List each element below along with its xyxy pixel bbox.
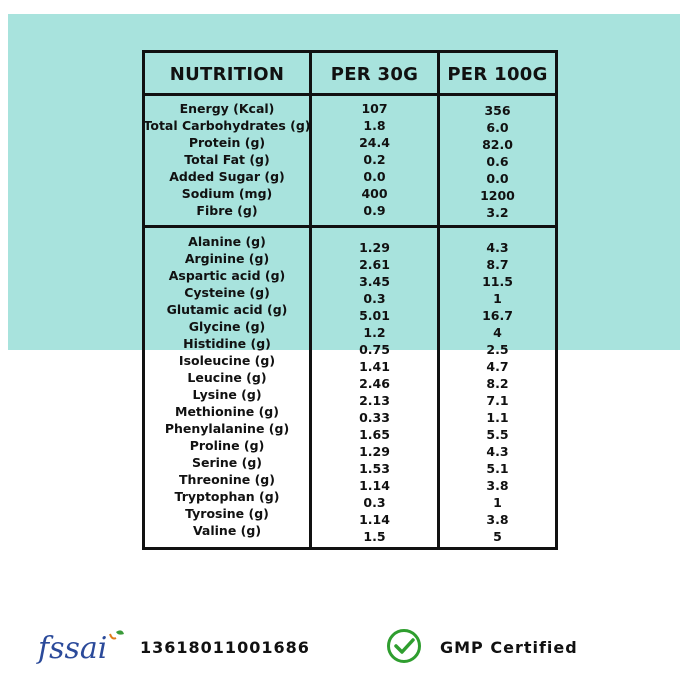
amino-acid-name: Lysine (g) [192, 387, 262, 402]
fssai-logo-icon [36, 626, 126, 668]
amino-acid-name: Proline (g) [189, 438, 265, 453]
per30-value: 1.65 [359, 427, 390, 442]
amino-acid-name: Glycine (g) [188, 319, 266, 334]
amino-acid-name: Glutamic acid (g) [166, 302, 288, 317]
per100-value: 1 [493, 495, 502, 510]
amino-acid-name: Tyrosine (g) [185, 506, 269, 521]
per100-value: 1 [493, 291, 502, 306]
per30-value: 400 [361, 186, 388, 201]
per30-value: 0.9 [363, 203, 386, 218]
per30-value: 107 [361, 101, 388, 116]
per30-value: 5.01 [359, 308, 390, 323]
per100-value: 0.6 [486, 154, 509, 169]
per30-value: 1.14 [359, 512, 390, 527]
nutrient-name: Total Fat (g) [184, 152, 270, 167]
per100-value: 6.0 [486, 120, 509, 135]
section1-nutrient-names [145, 100, 309, 219]
amino-acid-name: Histidine (g) [183, 336, 271, 351]
section1-per100-values [440, 102, 555, 221]
section2-amino-names [145, 233, 309, 539]
per100-value: 4.7 [486, 359, 509, 374]
amino-acid-name: Isoleucine (g) [178, 353, 276, 368]
amino-acid-name: Serine (g) [191, 455, 263, 470]
per100-value: 3.2 [486, 205, 509, 220]
per30-value: 1.29 [359, 240, 390, 255]
per30-value: 0.75 [359, 342, 390, 357]
section-divider [145, 225, 555, 228]
per100-value: 3.8 [486, 478, 509, 493]
check-circle-icon [386, 628, 422, 664]
per30-value: 1.53 [359, 461, 390, 476]
header-per-100g: PER 100G [447, 63, 548, 85]
per30-value: 2.13 [359, 393, 390, 408]
amino-acid-name: Cysteine (g) [184, 285, 270, 300]
per100-value: 1.1 [486, 410, 509, 425]
per30-value: 0.0 [363, 169, 386, 184]
fssai-license-number: 13618011001686 [140, 638, 310, 657]
per30-value: 1.2 [363, 325, 386, 340]
per100-value: 8.2 [486, 376, 509, 391]
per100-value: 5 [493, 529, 502, 544]
nutrient-name: Protein (g) [188, 135, 266, 150]
per30-value: 3.45 [359, 274, 390, 289]
svg-text:fssai: fssai [38, 631, 108, 666]
amino-acid-name: Methionine (g) [175, 404, 279, 419]
per30-value: 0.3 [363, 291, 386, 306]
amino-acid-name: Leucine (g) [187, 370, 267, 385]
header-per-30g: PER 30G [330, 63, 419, 85]
per100-value: 2.5 [486, 342, 509, 357]
nutrition-table [142, 50, 558, 550]
per30-value: 1.29 [359, 444, 390, 459]
per100-value: 0.0 [486, 171, 509, 186]
per100-value: 5.5 [486, 427, 509, 442]
per30-value: 1.14 [359, 478, 390, 493]
gmp-certified-label: GMP Certified [440, 638, 578, 657]
per100-value: 356 [484, 103, 511, 118]
amino-acid-name: Alanine (g) [188, 234, 266, 249]
per30-value: 0.2 [363, 152, 386, 167]
nutrient-name: Fibre (g) [196, 203, 258, 218]
amino-acid-name: Arginine (g) [184, 251, 270, 266]
per100-value: 16.7 [482, 308, 513, 323]
amino-acid-name: Threonine (g) [179, 472, 275, 487]
per100-value: 5.1 [486, 461, 509, 476]
per100-value: 8.7 [486, 257, 509, 272]
nutrient-name: Energy (Kcal) [179, 101, 275, 116]
per30-value: 0.33 [359, 410, 390, 425]
per100-value: 82.0 [482, 137, 513, 152]
per100-value: 11.5 [482, 274, 513, 289]
per100-value: 7.1 [486, 393, 509, 408]
per100-value: 1200 [480, 188, 515, 203]
amino-acid-name: Valine (g) [192, 523, 262, 538]
amino-acid-name: Aspartic acid (g) [168, 268, 286, 283]
header-nutrition: NUTRITION [169, 63, 285, 85]
nutrient-name: Sodium (mg) [181, 186, 273, 201]
per30-value: 2.61 [359, 257, 390, 272]
per100-value: 4 [493, 325, 502, 340]
section2-per100-values [440, 239, 555, 545]
footer [0, 618, 690, 678]
per30-value: 24.4 [359, 135, 390, 150]
per100-value: 4.3 [486, 444, 509, 459]
per30-value: 1.41 [359, 359, 390, 374]
per30-value: 2.46 [359, 376, 390, 391]
amino-acid-name: Tryptophan (g) [174, 489, 280, 504]
section2-per30-values [312, 239, 437, 545]
per30-value: 1.5 [363, 529, 386, 544]
amino-acid-name: Phenylalanine (g) [164, 421, 290, 436]
section1-per30-values [312, 100, 437, 219]
per100-value: 4.3 [486, 240, 509, 255]
per30-value: 0.3 [363, 495, 386, 510]
nutrient-name: Added Sugar (g) [169, 169, 285, 184]
per30-value: 1.8 [363, 118, 386, 133]
per100-value: 3.8 [486, 512, 509, 527]
nutrient-name: Total Carbohydrates (g) [143, 118, 311, 133]
